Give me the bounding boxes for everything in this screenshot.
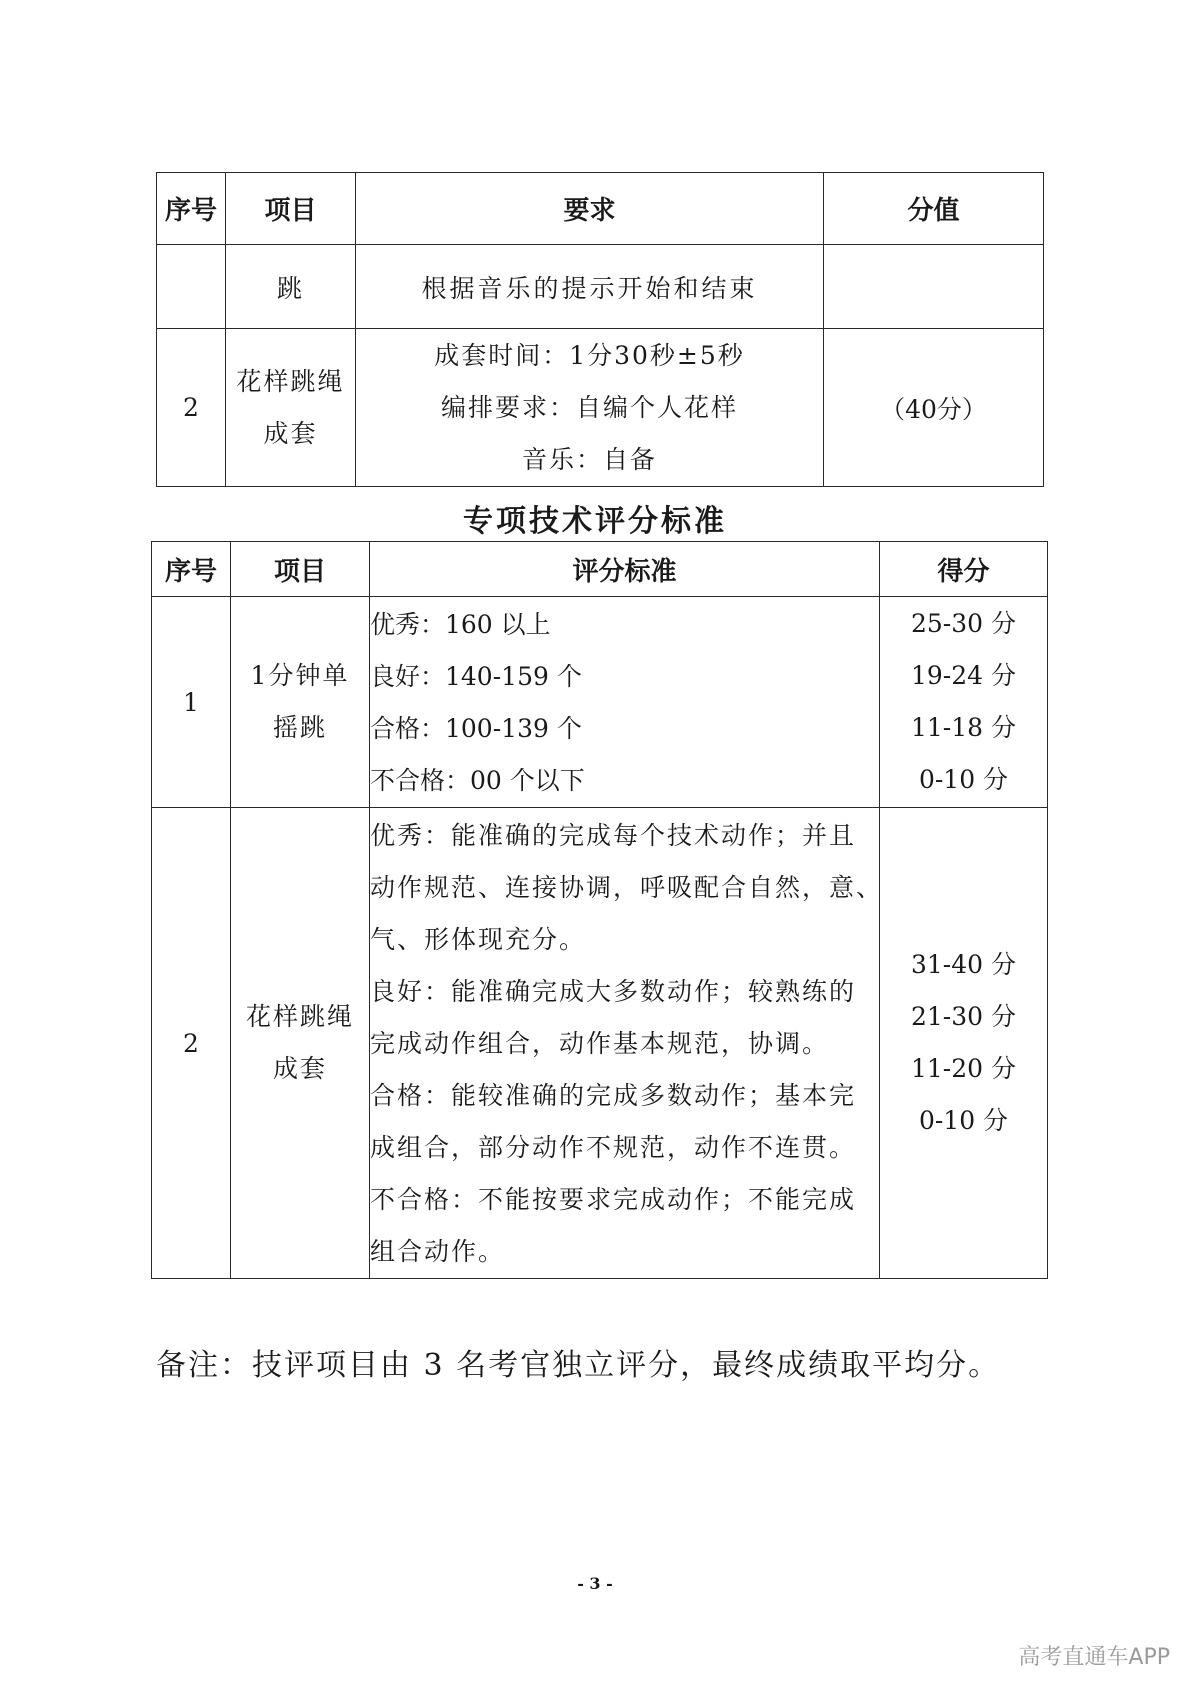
row-requirement: 根据音乐的提示开始和结束 [356, 245, 824, 329]
score-line: 21-30 分 [910, 1002, 1017, 1031]
header-item: 项目 [226, 173, 356, 245]
criteria-line: 成组合，部分动作不规范，动作不连贯。 [370, 1133, 857, 1162]
criteria-line: 良好：能准确完成大多数动作；较熟练的 [370, 977, 857, 1006]
row-seq: 2 [152, 808, 231, 1279]
criteria-line: 良好：140-159 个 [370, 662, 582, 691]
criteria-line: 不合格：不能按要求完成动作；不能完成 [370, 1185, 857, 1214]
row-requirement [356, 329, 824, 487]
section-heading: 专项技术评分标准 [463, 504, 727, 539]
row-criteria [370, 808, 884, 1279]
score-line: 31-40 分 [910, 950, 1017, 979]
item-line: 摇跳 [272, 713, 327, 742]
row-score [880, 808, 1048, 1279]
row-seq: 2 [157, 329, 226, 487]
table-row [157, 245, 1044, 329]
row-item [231, 597, 370, 808]
row-score: （40分） [824, 329, 1044, 487]
header-item: 项目 [231, 542, 370, 597]
row-item [226, 329, 356, 487]
row-item [231, 808, 370, 1279]
item-line: 花样跳绳 [245, 1002, 354, 1031]
score-line: 0-10 分 [918, 765, 1009, 794]
score-line: 11-20 分 [910, 1054, 1017, 1083]
table-row [152, 597, 1048, 808]
criteria-line: 合格：100-139 个 [370, 714, 582, 743]
header-score: 得分 [880, 542, 1048, 597]
requirement-line: 编排要求：自编个人花样 [440, 392, 738, 422]
table-row [152, 808, 1048, 1279]
table-header-row [152, 542, 1048, 597]
item-line: 花样跳绳 [236, 366, 345, 396]
requirement-line: 成套时间：1分30秒±5秒 [434, 340, 745, 370]
scoring-table [151, 541, 1048, 1279]
criteria-line: 不合格：00 个以下 [370, 766, 585, 795]
item-line: 1分钟单 [250, 661, 350, 690]
item-line: 成套 [263, 418, 318, 448]
table-row [157, 329, 1044, 487]
row-score [824, 245, 1044, 329]
score-line: 25-30 分 [910, 609, 1017, 638]
row-seq: 1 [152, 597, 231, 808]
page-number: - 3 - [577, 1574, 613, 1593]
requirements-table [156, 172, 1044, 487]
row-item: 跳 [226, 245, 356, 329]
score-line: 11-18 分 [910, 713, 1017, 742]
criteria-line: 完成动作组合，动作基本规范，协调。 [370, 1029, 830, 1058]
row-criteria [370, 597, 880, 808]
header-seq: 序号 [157, 173, 226, 245]
watermark-text: 高考直通车APP [1018, 1645, 1170, 1670]
score-line: 0-10 分 [918, 1106, 1009, 1135]
item-line: 成套 [272, 1054, 327, 1083]
criteria-line: 气、形体现充分。 [370, 925, 587, 954]
score-line: 19-24 分 [910, 661, 1017, 690]
row-seq [157, 245, 226, 329]
header-score: 分值 [824, 173, 1044, 245]
criteria-line: 组合动作。 [370, 1237, 506, 1266]
row-score [880, 597, 1048, 808]
header-seq: 序号 [152, 542, 231, 597]
criteria-line: 合格：能较准确的完成多数动作；基本完 [370, 1081, 857, 1110]
header-criteria: 评分标准 [370, 542, 880, 597]
remark-note: 备注：技评项目由 3 名考官独立评分，最终成绩取平均分。 [156, 1348, 1001, 1383]
criteria-line: 优秀：160 以上 [370, 610, 551, 639]
header-requirement: 要求 [356, 173, 824, 245]
criteria-line: 优秀：能准确的完成每个技术动作；并且 [370, 821, 857, 850]
criteria-line: 动作规范、连接协调，呼吸配合自然，意、 [370, 873, 884, 902]
table-header-row [157, 173, 1044, 245]
requirement-line: 音乐：自备 [521, 444, 657, 474]
